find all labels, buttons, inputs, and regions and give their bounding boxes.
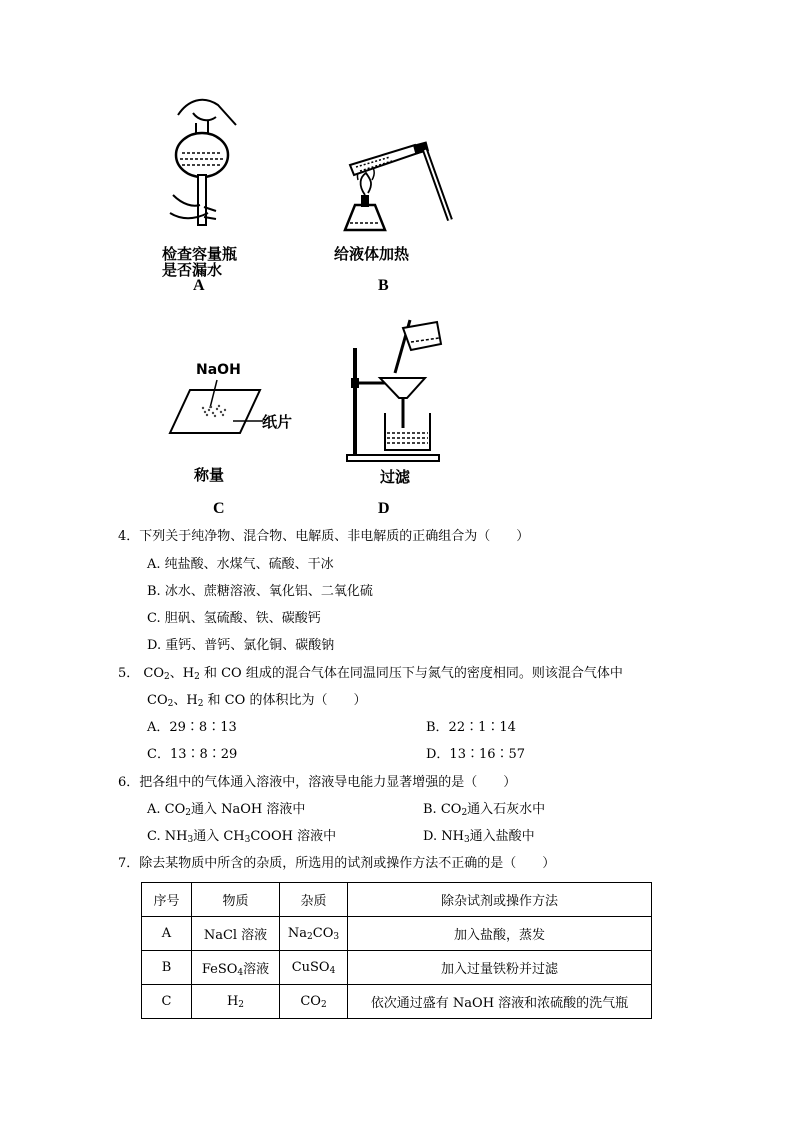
q4-option-d: D. 重钙、普钙、氯化铜、碳酸钠: [147, 638, 335, 653]
table-row: [142, 951, 652, 985]
table-header-row: [142, 883, 652, 917]
q5-option-a: A．29∶8∶13: [147, 720, 237, 735]
q4-option-a: A. 纯盐酸、水煤气、硫酸、干冰: [147, 557, 334, 572]
table-header-cell: 杂质: [280, 883, 348, 917]
q6-option-c: C. $NH_3$通入 $CH_3COOH$ 溶液中: [147, 829, 337, 845]
q6-option-b: B. $CO_2$通入石灰水中: [423, 802, 546, 818]
table-header-cell: 除杂试剂或操作方法: [348, 883, 652, 917]
table-header-cell: 序号: [142, 883, 192, 917]
table-cell-impurity: $CO_2$: [280, 985, 348, 1019]
q6-stem: 6．把各组中的气体通入溶液中，溶液导电能力显著增强的是（ ）: [118, 775, 517, 790]
figure-d-letter: D: [378, 500, 390, 517]
q5-stem: 5． $CO_2$、$H_2$ 和 CO 组成的混合气体在同温同压下与氮气的密度相同。则该混合气体中: [118, 666, 623, 682]
q5-option-b: B．22∶1∶14: [426, 720, 516, 735]
figure-a-letter: A: [193, 277, 205, 294]
q6-option-a: A. $CO_2$通入 NaOH 溶液中: [147, 802, 306, 818]
table-cell-method: 加入过量铁粉并过滤: [348, 951, 652, 985]
figure-b-letter: B: [378, 277, 389, 294]
figure-a-illustration: [158, 95, 238, 245]
table-cell-substance: NaCl 溶液: [192, 917, 280, 951]
figure-c-illustration: [165, 378, 265, 438]
table-header-cell: 物质: [192, 883, 280, 917]
figure-a-caption-line2: 是否漏水: [162, 261, 223, 279]
figure-d-caption: 过滤: [380, 468, 411, 486]
table-cell-method: 加入盐酸，蒸发: [348, 917, 652, 951]
table-cell-impurity: CuSO$_4$: [280, 951, 348, 985]
q4-option-b: B. 冰水、蔗糖溶液、氧化铝、二氧化硫: [147, 584, 373, 599]
table-cell-substance: FeSO$_4$溶液: [192, 951, 280, 985]
table-cell-id: C: [142, 985, 192, 1019]
q7-stem: 7．除去某物质中所含的杂质，所选用的试剂或操作方法不正确的是（ ）: [118, 856, 556, 871]
table-row: [142, 917, 652, 951]
figure-c-paper-label: 纸片: [262, 413, 293, 431]
table-cell-impurity: $Na_2CO_3$: [280, 917, 348, 951]
q7-table: [141, 882, 652, 1019]
table-row: [142, 985, 652, 1019]
q4-stem: 4．下列关于纯净物、混合物、电解质、非电解质的正确组合为（ ）: [118, 529, 530, 544]
figure-b-caption: 给液体加热: [334, 245, 410, 263]
table-cell-method: 依次通过盛有 NaOH 溶液和浓硫酸的洗气瓶: [348, 985, 652, 1019]
figure-d-illustration: [345, 318, 450, 463]
q5-number: 5．: [118, 666, 140, 681]
figure-c-letter: C: [213, 500, 225, 517]
q4-option-c: C. 胆矾、氢硫酸、铁、碳酸钙: [147, 611, 321, 626]
table-cell-substance: $H_2$: [192, 985, 280, 1019]
q5-option-c: C．13∶8∶29: [147, 747, 238, 762]
figure-a-caption-line1: 检查容量瓶: [162, 245, 238, 263]
figure-b-illustration: [330, 135, 460, 235]
q5-option-d: D．13∶16∶57: [426, 747, 526, 762]
q5-line2-text: 的体积比为（ ）: [249, 693, 367, 708]
table-cell-id: B: [142, 951, 192, 985]
table-cell-id: A: [142, 917, 192, 951]
figure-c-reagent-label: NaOH: [196, 362, 241, 378]
q6-option-d: D. $NH_3$通入盐酸中: [423, 829, 535, 845]
figure-c-caption: 称量: [194, 466, 225, 484]
q5-stem-text: 组成的混合气体在同温同压下与氮气的密度相同。则该混合气体中: [245, 666, 623, 681]
q5-stem-line2: $CO_2$、$H_2$ 和 CO 的体积比为（ ）: [147, 693, 367, 709]
